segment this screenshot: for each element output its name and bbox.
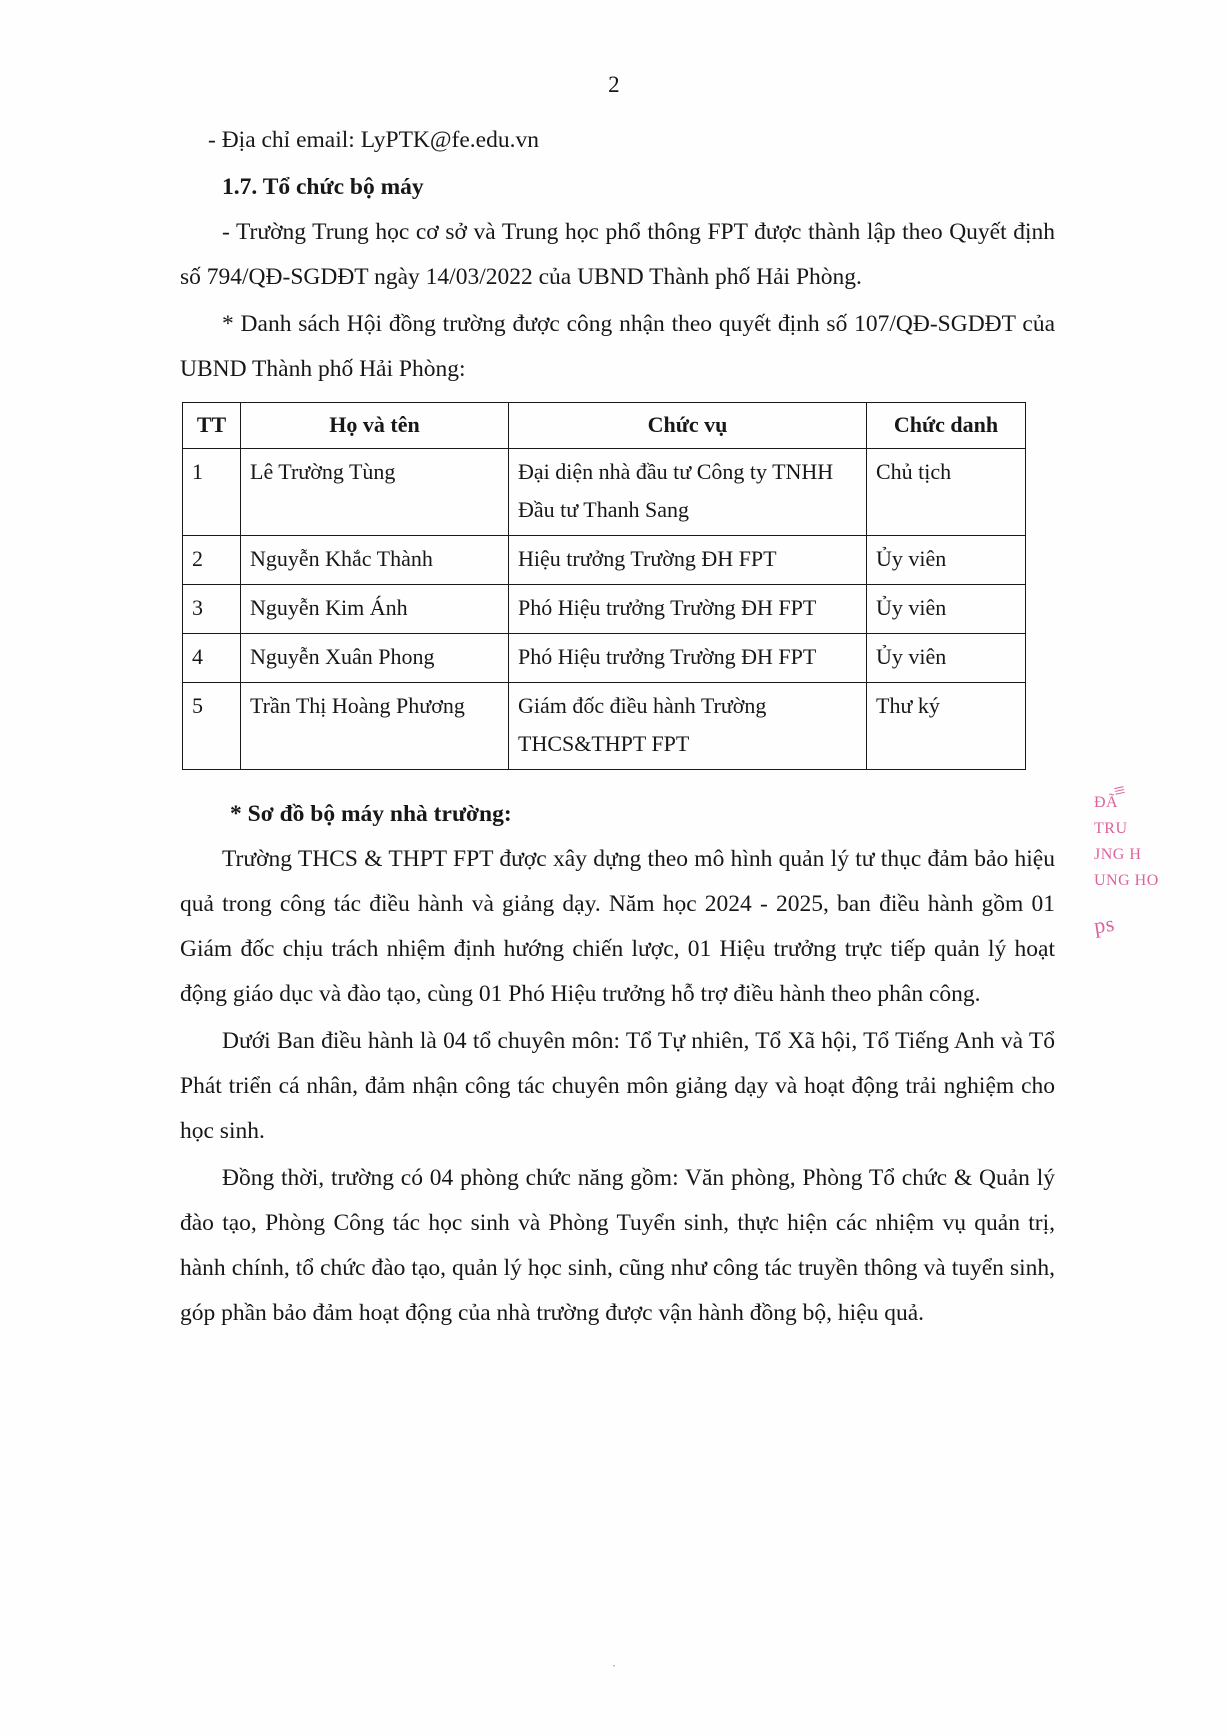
paragraph-groups: Dưới Ban điều hành là 04 tổ chuyên môn: Tổ Tự nhiên, Tổ Xã hội, Tổ Tiếng Anh và Tổ Phát triển cá nhân, đảm nhận công tác chuyên môn giảng dạy và hoạt động trải nghiệm cho học sinh. (180, 1028, 1055, 1144)
cell-tt: 2 (183, 536, 241, 585)
cell-name: Lê Trường Tùng (241, 449, 509, 536)
cell-tt: 4 (183, 634, 241, 683)
cell-role: Giám đốc điều hành Trường THCS&THPT FPT (509, 683, 867, 770)
table-header-row (183, 403, 1026, 449)
cell-role: Đại diện nhà đầu tư Công ty TNHH Đầu tư Thanh Sang (509, 449, 867, 536)
cell-title: Ủy viên (867, 536, 1026, 585)
cell-title: Ủy viên (867, 634, 1026, 683)
diagram-heading: * Sơ đồ bộ máy nhà trường: (230, 801, 512, 827)
paragraph-model: Trường THCS & THPT FPT được xây dựng theo mô hình quản lý tư thục đảm bảo hiệu quả trong công tác điều hành và giảng dạy. Năm học 2024 - 2025, ban điều hành gồm 01 Giám đốc chịu trách nhiệm định hướng chiến lược, 01 Hiệu trưởng trực tiếp quản lý hoạt động giáo dục và đào tạo, cùng 01 Phó Hiệu trưởng hỗ trợ điều hành theo phân công. (180, 846, 1055, 1007)
cell-role: Phó Hiệu trưởng Trường ĐH FPT (509, 585, 867, 634)
paragraph-board-intro: * Danh sách Hội đồng trường được công nhận theo quyết định số 107/QĐ-SGDĐT của UBND Thành phố Hải Phòng: (180, 311, 1055, 382)
stamp-line-1: ĐÃ (1094, 794, 1119, 811)
cell-title: Ủy viên (867, 585, 1026, 634)
stamp-line-3: JNG H (1094, 846, 1142, 863)
school-board-table (182, 402, 1026, 770)
cell-role: Phó Hiệu trưởng Trường ĐH FPT (509, 634, 867, 683)
table-row (183, 536, 1026, 585)
cell-name: Nguyễn Kim Ánh (241, 585, 509, 634)
stamp-bars-icon: ≡ (1111, 779, 1128, 803)
email-line: - Địa chỉ email: LyPTK@fe.edu.vn (208, 127, 539, 153)
column-header-name: Họ và tên (241, 403, 509, 449)
paragraph-establishment: - Trường Trung học cơ sở và Trung học phổ thông FPT được thành lập theo Quyết định số 794/QĐ-SGDĐT ngày 14/03/2022 của UBND Thành phố Hải Phòng. (180, 219, 1055, 290)
cell-tt: 5 (183, 683, 241, 770)
table-row (183, 449, 1026, 536)
document-content (180, 118, 1055, 1338)
footer-mark: · (611, 1658, 617, 1673)
cell-title: Thư ký (867, 683, 1026, 770)
official-stamp (1092, 779, 1214, 941)
cell-tt: 3 (183, 585, 241, 634)
section-heading-1-7: 1.7. Tổ chức bộ máy (222, 174, 424, 200)
cell-name: Trần Thị Hoàng Phương (241, 683, 509, 770)
table-row (183, 683, 1026, 770)
stamp-line-2: TRU (1094, 820, 1128, 837)
column-header-role: Chức vụ (509, 403, 867, 449)
column-header-tt: TT (183, 403, 241, 449)
table-row (183, 634, 1026, 683)
page-number: 2 (608, 72, 620, 97)
table-row (183, 585, 1026, 634)
cell-tt: 1 (183, 449, 241, 536)
cell-role: Hiệu trưởng Trường ĐH FPT (509, 536, 867, 585)
column-header-title: Chức danh (867, 403, 1026, 449)
stamp-signature: ps (1092, 910, 1117, 939)
cell-name: Nguyễn Xuân Phong (241, 634, 509, 683)
stamp-line-4: UNG HO (1094, 872, 1159, 889)
cell-title: Chủ tịch (867, 449, 1026, 536)
paragraph-offices: Đồng thời, trường có 04 phòng chức năng gồm: Văn phòng, Phòng Tổ chức & Quản lý đào tạo, Phòng Công tác học sinh và Phòng Tuyển sinh, thực hiện các nhiệm vụ quản trị, hành chính, tổ chức đào tạo, quản lý học sinh, cũng như công tác truyền thông và tuyển sinh, góp phần bảo đảm hoạt động của nhà trường được vận hành đồng bộ, hiệu quả. (180, 1165, 1055, 1326)
cell-name: Nguyễn Khắc Thành (241, 536, 509, 585)
